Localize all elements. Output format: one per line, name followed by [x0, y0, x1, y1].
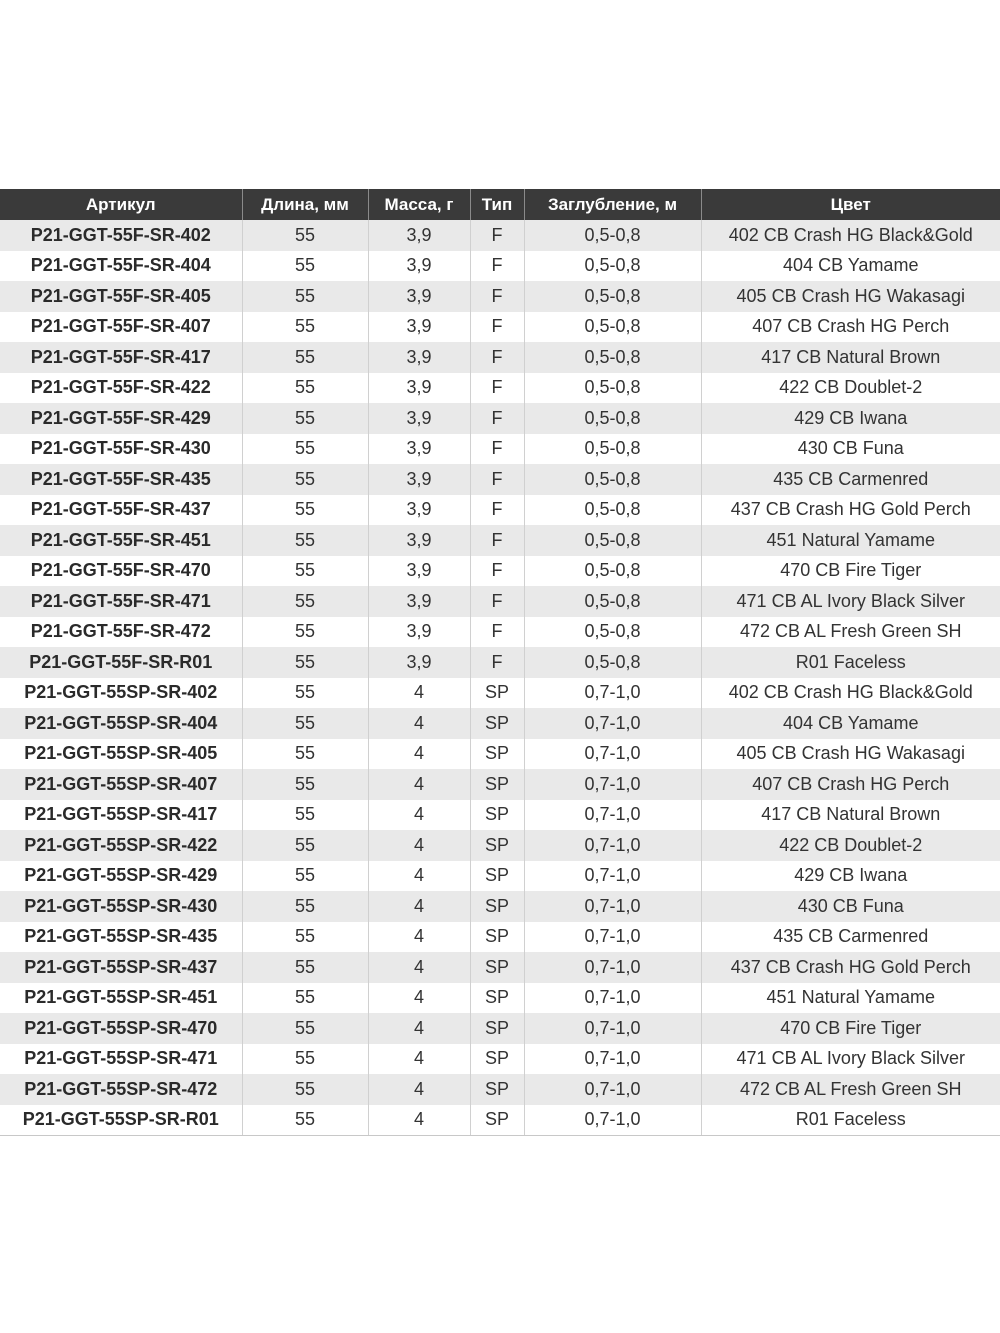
cell-sku: P21-GGT-55F-SR-471: [0, 586, 242, 617]
cell-depth: 0,5-0,8: [524, 281, 701, 312]
table-row: [0, 861, 1000, 892]
cell-weight: 3,9: [368, 251, 470, 282]
cell-sku: P21-GGT-55SP-SR-472: [0, 1074, 242, 1105]
cell-depth: 0,5-0,8: [524, 312, 701, 343]
table-row: [0, 342, 1000, 373]
cell-length: 55: [242, 220, 368, 251]
cell-type: SP: [470, 739, 524, 770]
cell-color: 404 CB Yamame: [701, 251, 1000, 282]
cell-type: F: [470, 251, 524, 282]
cell-length: 55: [242, 373, 368, 404]
cell-sku: P21-GGT-55F-SR-422: [0, 373, 242, 404]
column-header-length: Длина, мм: [242, 189, 368, 220]
cell-sku: P21-GGT-55F-SR-417: [0, 342, 242, 373]
cell-length: 55: [242, 617, 368, 648]
table-body: [0, 220, 1000, 1136]
cell-color: 429 CB Iwana: [701, 861, 1000, 892]
cell-sku: P21-GGT-55F-SR-429: [0, 403, 242, 434]
cell-type: SP: [470, 800, 524, 831]
cell-weight: 3,9: [368, 464, 470, 495]
table-row: [0, 373, 1000, 404]
cell-sku: P21-GGT-55F-SR-437: [0, 495, 242, 526]
cell-weight: 4: [368, 830, 470, 861]
cell-depth: 0,7-1,0: [524, 952, 701, 983]
cell-type: SP: [470, 861, 524, 892]
cell-sku: P21-GGT-55SP-SR-429: [0, 861, 242, 892]
cell-weight: 4: [368, 1044, 470, 1075]
cell-color: 470 CB Fire Tiger: [701, 556, 1000, 587]
table-row: [0, 403, 1000, 434]
cell-length: 55: [242, 1013, 368, 1044]
cell-sku: P21-GGT-55F-SR-435: [0, 464, 242, 495]
cell-type: F: [470, 647, 524, 678]
cell-depth: 0,7-1,0: [524, 891, 701, 922]
cell-length: 55: [242, 281, 368, 312]
cell-sku: P21-GGT-55SP-SR-422: [0, 830, 242, 861]
cell-depth: 0,7-1,0: [524, 739, 701, 770]
cell-length: 55: [242, 586, 368, 617]
cell-type: SP: [470, 922, 524, 953]
table-row: [0, 220, 1000, 251]
cell-depth: 0,7-1,0: [524, 800, 701, 831]
table-row: [0, 1044, 1000, 1075]
cell-color: 417 CB Natural Brown: [701, 800, 1000, 831]
cell-weight: 4: [368, 1013, 470, 1044]
table-row: [0, 952, 1000, 983]
cell-type: F: [470, 312, 524, 343]
cell-depth: 0,5-0,8: [524, 373, 701, 404]
table-header-row: [0, 189, 1000, 220]
cell-weight: 3,9: [368, 556, 470, 587]
cell-weight: 3,9: [368, 525, 470, 556]
cell-weight: 4: [368, 922, 470, 953]
cell-length: 55: [242, 647, 368, 678]
cell-depth: 0,5-0,8: [524, 586, 701, 617]
table-row: [0, 1013, 1000, 1044]
table-row: [0, 647, 1000, 678]
cell-sku: P21-GGT-55F-SR-451: [0, 525, 242, 556]
cell-sku: P21-GGT-55SP-SR-435: [0, 922, 242, 953]
cell-color: R01 Faceless: [701, 1105, 1000, 1136]
cell-color: 422 CB Doublet-2: [701, 830, 1000, 861]
cell-depth: 0,5-0,8: [524, 464, 701, 495]
cell-type: SP: [470, 1044, 524, 1075]
cell-sku: P21-GGT-55SP-SR-405: [0, 739, 242, 770]
cell-sku: P21-GGT-55SP-SR-451: [0, 983, 242, 1014]
table-row: [0, 708, 1000, 739]
column-header-type: Тип: [470, 189, 524, 220]
cell-type: F: [470, 373, 524, 404]
table-row: [0, 922, 1000, 953]
cell-sku: P21-GGT-55F-SR-430: [0, 434, 242, 465]
cell-length: 55: [242, 342, 368, 373]
cell-depth: 0,5-0,8: [524, 342, 701, 373]
cell-sku: P21-GGT-55SP-SR-417: [0, 800, 242, 831]
cell-length: 55: [242, 739, 368, 770]
cell-color: 430 CB Funa: [701, 434, 1000, 465]
cell-depth: 0,7-1,0: [524, 922, 701, 953]
table-row: [0, 617, 1000, 648]
cell-sku: P21-GGT-55SP-SR-402: [0, 678, 242, 709]
cell-length: 55: [242, 312, 368, 343]
cell-type: SP: [470, 769, 524, 800]
cell-length: 55: [242, 678, 368, 709]
cell-depth: 0,7-1,0: [524, 861, 701, 892]
cell-type: SP: [470, 830, 524, 861]
cell-weight: 4: [368, 708, 470, 739]
cell-depth: 0,7-1,0: [524, 1074, 701, 1105]
table-row: [0, 769, 1000, 800]
cell-weight: 3,9: [368, 373, 470, 404]
cell-depth: 0,5-0,8: [524, 403, 701, 434]
cell-weight: 3,9: [368, 434, 470, 465]
cell-sku: P21-GGT-55F-SR-407: [0, 312, 242, 343]
cell-color: 472 CB AL Fresh Green SH: [701, 1074, 1000, 1105]
cell-type: SP: [470, 1013, 524, 1044]
cell-weight: 4: [368, 952, 470, 983]
table-row: [0, 1105, 1000, 1136]
cell-color: 405 CB Crash HG Wakasagi: [701, 281, 1000, 312]
cell-sku: P21-GGT-55SP-SR-R01: [0, 1105, 242, 1136]
cell-type: F: [470, 556, 524, 587]
cell-color: 472 CB AL Fresh Green SH: [701, 617, 1000, 648]
cell-color: 435 CB Carmenred: [701, 464, 1000, 495]
column-header-color: Цвет: [701, 189, 1000, 220]
cell-type: SP: [470, 1105, 524, 1136]
cell-sku: P21-GGT-55SP-SR-430: [0, 891, 242, 922]
cell-weight: 3,9: [368, 586, 470, 617]
cell-type: F: [470, 586, 524, 617]
cell-color: 437 CB Crash HG Gold Perch: [701, 495, 1000, 526]
cell-color: 407 CB Crash HG Perch: [701, 312, 1000, 343]
cell-weight: 3,9: [368, 312, 470, 343]
cell-length: 55: [242, 800, 368, 831]
cell-type: F: [470, 281, 524, 312]
cell-weight: 4: [368, 1074, 470, 1105]
cell-color: 417 CB Natural Brown: [701, 342, 1000, 373]
table-row: [0, 464, 1000, 495]
table-row: [0, 281, 1000, 312]
cell-depth: 0,7-1,0: [524, 1044, 701, 1075]
table-row: [0, 800, 1000, 831]
cell-type: SP: [470, 952, 524, 983]
table-row: [0, 525, 1000, 556]
cell-weight: 4: [368, 891, 470, 922]
cell-length: 55: [242, 922, 368, 953]
cell-length: 55: [242, 525, 368, 556]
cell-color: 402 CB Crash HG Black&Gold: [701, 678, 1000, 709]
cell-length: 55: [242, 556, 368, 587]
cell-sku: P21-GGT-55SP-SR-404: [0, 708, 242, 739]
cell-weight: 3,9: [368, 342, 470, 373]
cell-sku: P21-GGT-55F-SR-R01: [0, 647, 242, 678]
cell-type: F: [470, 525, 524, 556]
cell-sku: P21-GGT-55SP-SR-471: [0, 1044, 242, 1075]
cell-type: F: [470, 434, 524, 465]
cell-color: 407 CB Crash HG Perch: [701, 769, 1000, 800]
cell-depth: 0,7-1,0: [524, 983, 701, 1014]
cell-color: 470 CB Fire Tiger: [701, 1013, 1000, 1044]
cell-color: 437 CB Crash HG Gold Perch: [701, 952, 1000, 983]
cell-color: 451 Natural Yamame: [701, 983, 1000, 1014]
cell-weight: 3,9: [368, 281, 470, 312]
cell-length: 55: [242, 1105, 368, 1136]
cell-color: 435 CB Carmenred: [701, 922, 1000, 953]
cell-type: F: [470, 464, 524, 495]
cell-length: 55: [242, 403, 368, 434]
cell-sku: P21-GGT-55F-SR-405: [0, 281, 242, 312]
cell-weight: 3,9: [368, 617, 470, 648]
cell-depth: 0,7-1,0: [524, 1013, 701, 1044]
cell-length: 55: [242, 891, 368, 922]
cell-color: 404 CB Yamame: [701, 708, 1000, 739]
cell-length: 55: [242, 830, 368, 861]
cell-color: 471 CB AL Ivory Black Silver: [701, 586, 1000, 617]
cell-weight: 4: [368, 1105, 470, 1136]
table-row: [0, 1074, 1000, 1105]
cell-sku: P21-GGT-55F-SR-404: [0, 251, 242, 282]
column-header-weight: Масса, г: [368, 189, 470, 220]
cell-sku: P21-GGT-55SP-SR-407: [0, 769, 242, 800]
cell-length: 55: [242, 251, 368, 282]
table-row: [0, 891, 1000, 922]
table-row: [0, 678, 1000, 709]
cell-length: 55: [242, 983, 368, 1014]
cell-length: 55: [242, 464, 368, 495]
cell-length: 55: [242, 495, 368, 526]
cell-length: 55: [242, 769, 368, 800]
cell-sku: P21-GGT-55F-SR-472: [0, 617, 242, 648]
cell-length: 55: [242, 861, 368, 892]
cell-length: 55: [242, 434, 368, 465]
cell-type: SP: [470, 983, 524, 1014]
cell-weight: 4: [368, 861, 470, 892]
cell-weight: 3,9: [368, 647, 470, 678]
product-spec-table: [0, 189, 1000, 1136]
cell-weight: 3,9: [368, 403, 470, 434]
cell-depth: 0,7-1,0: [524, 769, 701, 800]
cell-color: 430 CB Funa: [701, 891, 1000, 922]
cell-depth: 0,5-0,8: [524, 525, 701, 556]
table-row: [0, 983, 1000, 1014]
cell-depth: 0,7-1,0: [524, 708, 701, 739]
cell-length: 55: [242, 1074, 368, 1105]
cell-weight: 3,9: [368, 495, 470, 526]
cell-depth: 0,5-0,8: [524, 617, 701, 648]
cell-depth: 0,7-1,0: [524, 1105, 701, 1136]
cell-depth: 0,7-1,0: [524, 678, 701, 709]
cell-sku: P21-GGT-55F-SR-402: [0, 220, 242, 251]
cell-weight: 4: [368, 678, 470, 709]
table-row: [0, 830, 1000, 861]
cell-type: F: [470, 403, 524, 434]
cell-type: F: [470, 220, 524, 251]
cell-depth: 0,5-0,8: [524, 220, 701, 251]
cell-color: 429 CB Iwana: [701, 403, 1000, 434]
table-row: [0, 312, 1000, 343]
cell-sku: P21-GGT-55F-SR-470: [0, 556, 242, 587]
cell-type: SP: [470, 891, 524, 922]
cell-sku: P21-GGT-55SP-SR-437: [0, 952, 242, 983]
cell-weight: 4: [368, 769, 470, 800]
cell-depth: 0,5-0,8: [524, 251, 701, 282]
cell-weight: 3,9: [368, 220, 470, 251]
cell-length: 55: [242, 1044, 368, 1075]
column-header-depth: Заглубление, м: [524, 189, 701, 220]
cell-color: 402 CB Crash HG Black&Gold: [701, 220, 1000, 251]
cell-type: SP: [470, 678, 524, 709]
table-row: [0, 434, 1000, 465]
table-row: [0, 251, 1000, 282]
cell-sku: P21-GGT-55SP-SR-470: [0, 1013, 242, 1044]
cell-depth: 0,5-0,8: [524, 434, 701, 465]
cell-length: 55: [242, 952, 368, 983]
cell-weight: 4: [368, 800, 470, 831]
cell-type: F: [470, 342, 524, 373]
table-row: [0, 495, 1000, 526]
cell-type: SP: [470, 1074, 524, 1105]
cell-depth: 0,7-1,0: [524, 830, 701, 861]
cell-weight: 4: [368, 739, 470, 770]
cell-depth: 0,5-0,8: [524, 647, 701, 678]
cell-type: SP: [470, 708, 524, 739]
table-row: [0, 739, 1000, 770]
cell-type: F: [470, 495, 524, 526]
cell-type: F: [470, 617, 524, 648]
table-row: [0, 556, 1000, 587]
cell-length: 55: [242, 708, 368, 739]
column-header-sku: Артикул: [0, 189, 242, 220]
cell-color: 451 Natural Yamame: [701, 525, 1000, 556]
table-row: [0, 586, 1000, 617]
product-spec-table-container: [0, 189, 1000, 1136]
cell-depth: 0,5-0,8: [524, 556, 701, 587]
cell-color: R01 Faceless: [701, 647, 1000, 678]
cell-color: 471 CB AL Ivory Black Silver: [701, 1044, 1000, 1075]
cell-weight: 4: [368, 983, 470, 1014]
cell-depth: 0,5-0,8: [524, 495, 701, 526]
cell-color: 422 CB Doublet-2: [701, 373, 1000, 404]
cell-color: 405 CB Crash HG Wakasagi: [701, 739, 1000, 770]
